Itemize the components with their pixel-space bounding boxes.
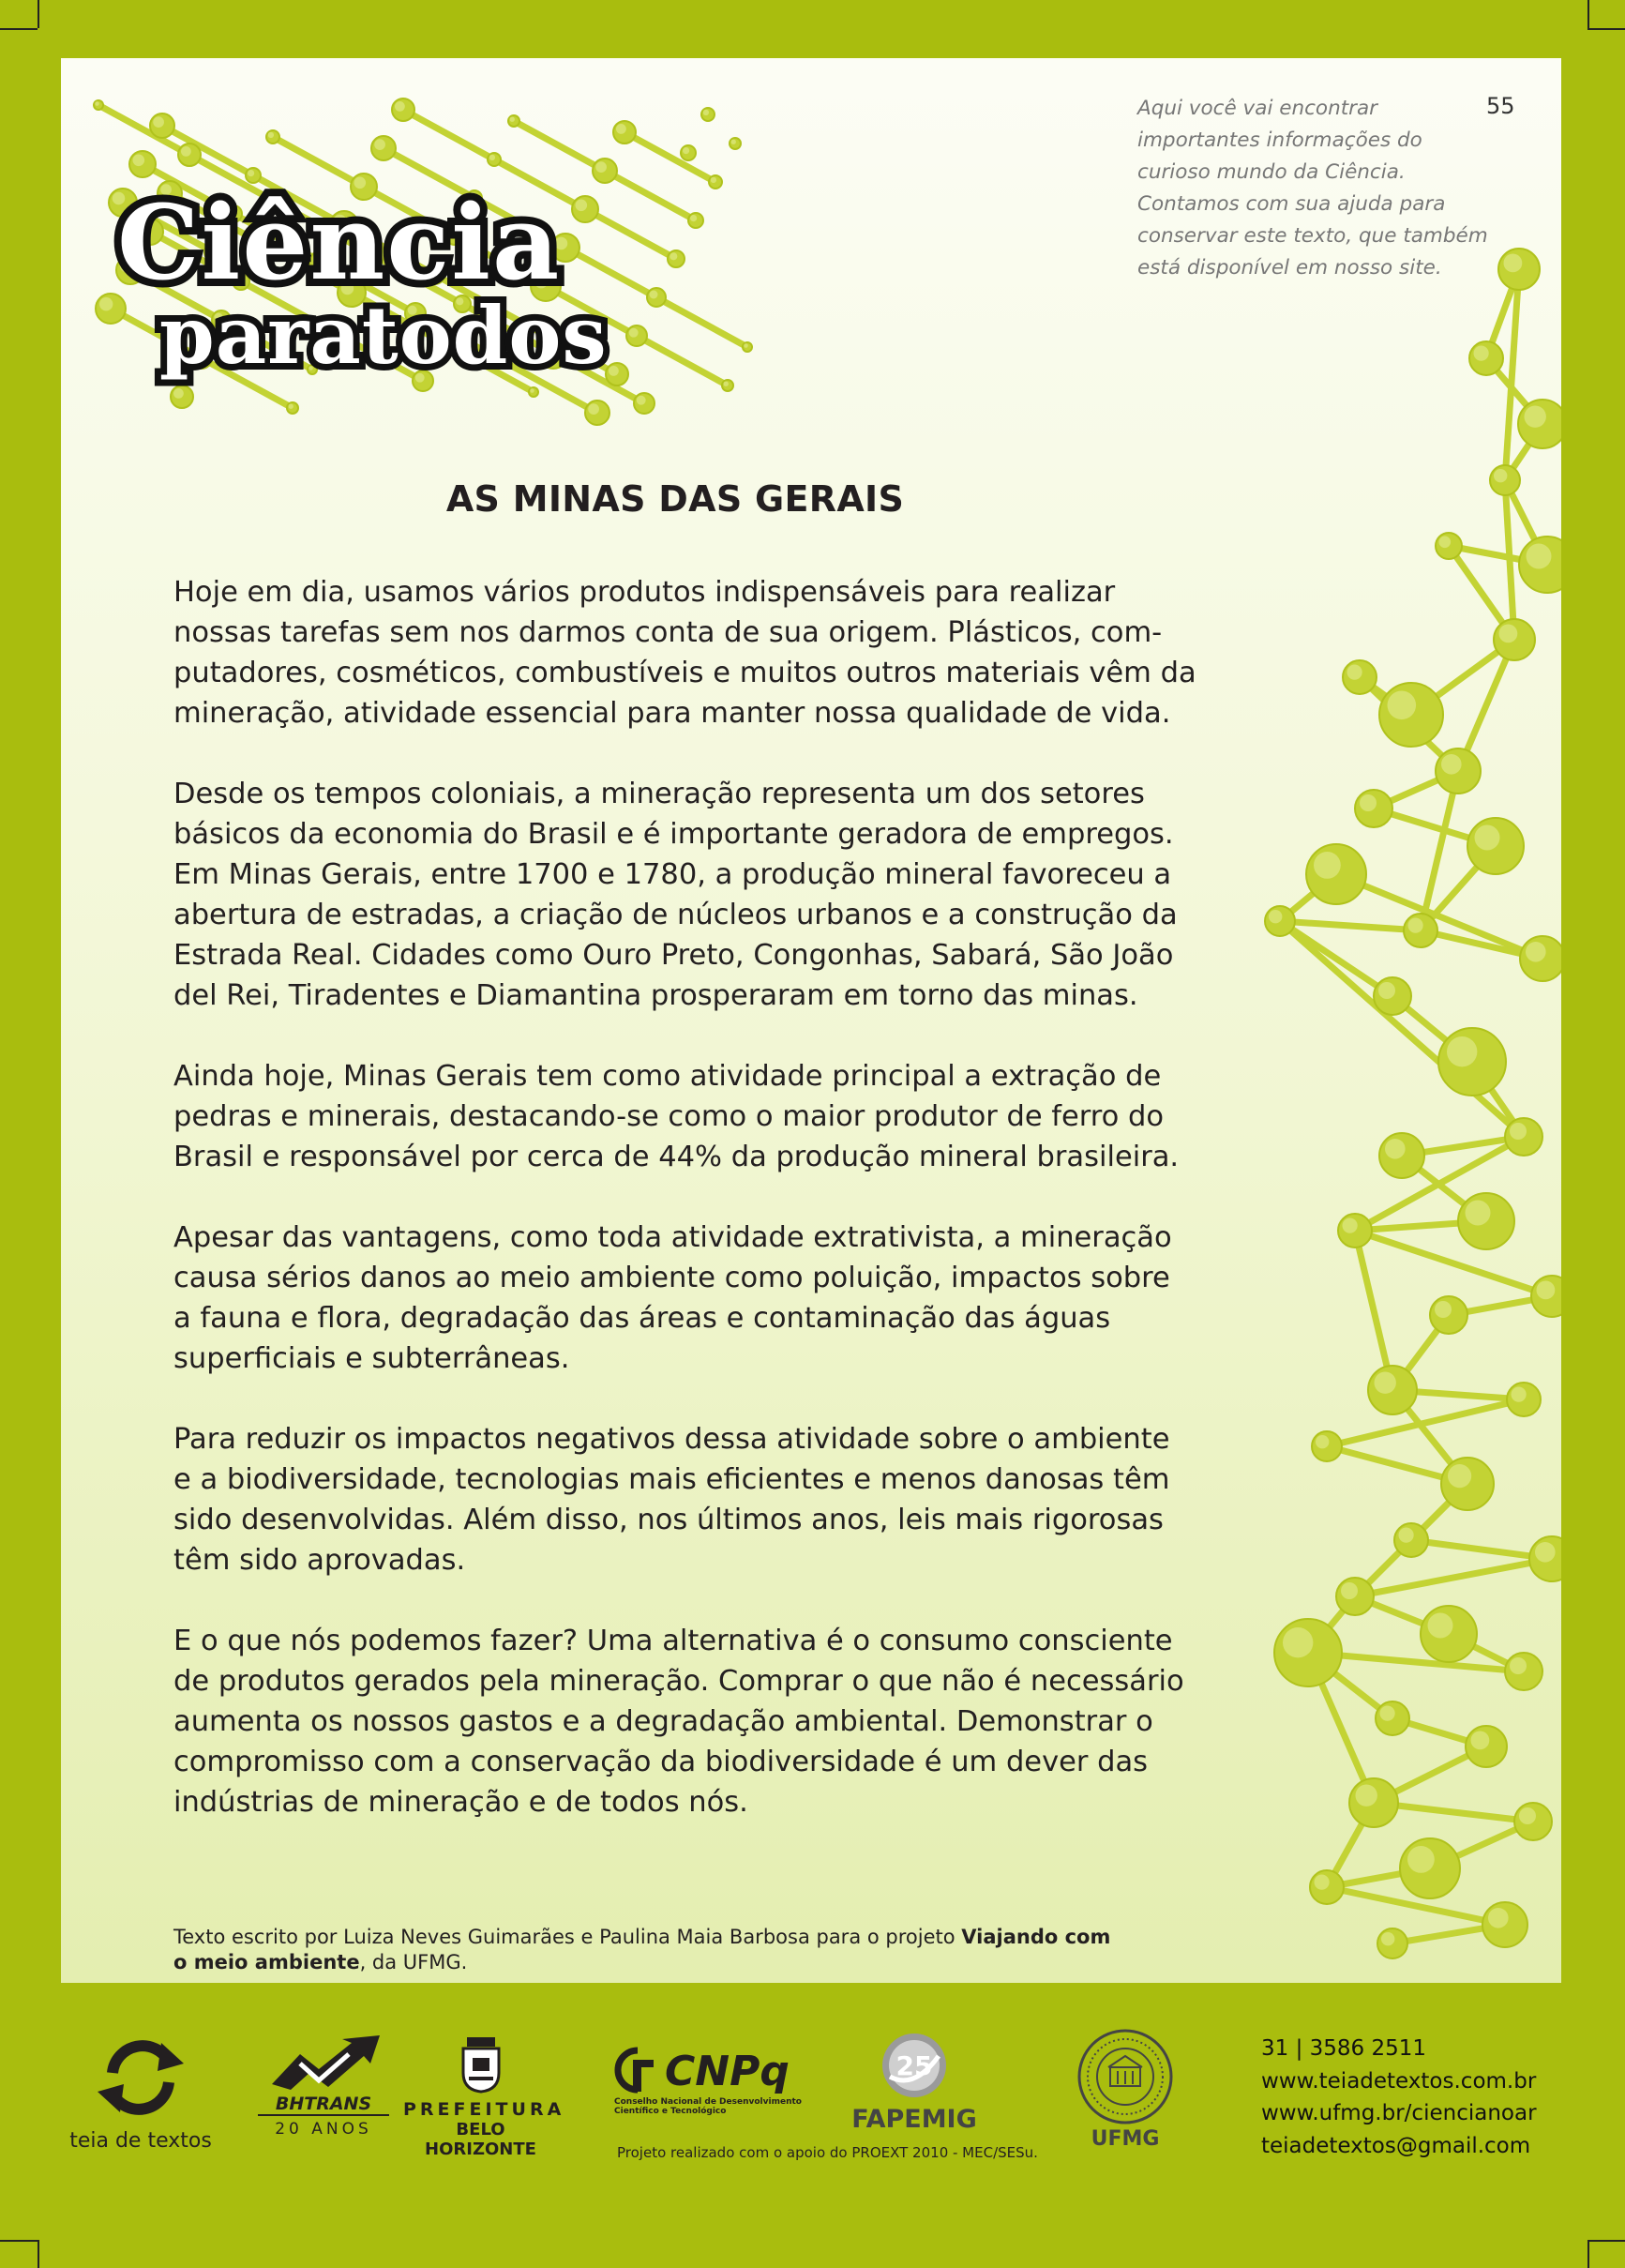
- molecule-highlight: [1499, 625, 1518, 643]
- molecule-bond: [637, 336, 728, 386]
- molecule-highlight: [95, 101, 99, 106]
- molecule-highlight: [1283, 1627, 1313, 1657]
- cnpq-name: CNPq: [665, 2047, 790, 2095]
- crop-mark: [1587, 0, 1589, 28]
- page-number: 55: [1486, 93, 1515, 119]
- molecule-highlight: [588, 403, 599, 415]
- paragraph: Para reduzir os impactos negativos dessa atividade sobre o ambiente e a biodiversidade, tecnologias mais eficientes e menos danosas têm sido desenvolvidas. Além disso, nos últimos anos, leis mais rigorosas têm sido aprovadas.: [173, 1423, 1170, 1577]
- molecule-bond: [1327, 1399, 1524, 1446]
- crop-mark: [0, 2240, 38, 2242]
- molecule-highlight: [1537, 1281, 1556, 1300]
- molecule-highlight: [1407, 1846, 1435, 1873]
- molecule-highlight: [1441, 754, 1462, 775]
- crop-mark: [1587, 2240, 1589, 2268]
- molecule-highlight: [595, 161, 607, 173]
- paragraph: Apesar das vantagens, como toda atividade extrativista, a mineração causa sérios danos ao meio ambiente como poluição, impactos sobre a fauna e flora, degradação das áreas e contaminação das águas superficiais e subterrâneas.: [173, 1221, 1172, 1375]
- molecule-highlight: [99, 297, 113, 310]
- molecule-highlight: [670, 252, 677, 260]
- molecule-highlight: [248, 170, 254, 176]
- molecule-highlight: [1526, 942, 1546, 962]
- molecule-highlight: [1381, 1932, 1394, 1945]
- molecule-highlight: [1525, 406, 1546, 428]
- molecule-highlight: [1347, 665, 1362, 680]
- paragraph: Desde os tempos coloniais, a mineração representa um dos setores básicos da economia do Brasil e é importante geradora de empregos. Em Minas Gerais, entre 1700 e 1780, a produção mineral favoreceu a abertura de estradas, a criação de núcleos urbanos e a construção da Estrada Real. Cidades como Ouro Preto, Congonhas, Sabará, São João del Rei, Tiradentes e Diamantina prosperaram em torno das minas.: [173, 778, 1178, 1012]
- molecule-highlight: [1475, 825, 1500, 851]
- contact-site-2[interactable]: www.ufmg.br/ciencianoar: [1261, 2101, 1537, 2125]
- molecule-highlight: [1428, 1613, 1453, 1639]
- cnpq-logo: [614, 2047, 802, 2116]
- molecule-highlight: [153, 116, 164, 128]
- molecule-highlight: [731, 140, 736, 144]
- molecule-highlight: [724, 382, 729, 386]
- molecule-highlight: [1439, 537, 1452, 549]
- molecule-highlight: [1510, 1123, 1527, 1140]
- molecule-highlight: [576, 200, 588, 212]
- ciencia-para-todos-logo: [89, 86, 783, 443]
- molecule-highlight: [1341, 1582, 1358, 1599]
- paragraph: Hoje em dia, usamos vários produtos indispensáveis para realizar nossas tarefas sem nos darmos conta de sua origem. Plásticos, com- putadores, cosméticos, combustíveis e muitos outros materiais vêm da mineração, atividade essencial para manter nossa qualidade de vida.: [173, 576, 1196, 730]
- logo-line-2: paratodos: [159, 289, 608, 382]
- credit-suffix: , da UFMG.: [359, 1951, 468, 1973]
- logo-line-1: Ciência: [117, 182, 562, 303]
- molecule-bond: [605, 171, 696, 220]
- molecule-highlight: [1399, 1528, 1414, 1543]
- cnpq-symbol-icon: [614, 2047, 661, 2095]
- molecule-highlight: [1448, 1464, 1471, 1488]
- molecule-highlight: [1527, 544, 1552, 569]
- contact-email[interactable]: teiadetextos@gmail.com: [1261, 2133, 1531, 2158]
- molecule-highlight: [1494, 469, 1507, 482]
- molecule-highlight: [1535, 1542, 1556, 1563]
- molecule-bond: [1280, 921, 1524, 1137]
- molecule-highlight: [1408, 918, 1423, 933]
- bhtrans-arrows-icon: [263, 2035, 384, 2094]
- molecule-highlight: [374, 139, 385, 150]
- cnpq-sub-2: Científico e Tecnológico: [614, 2107, 727, 2116]
- molecule-highlight: [489, 155, 495, 160]
- molecule-highlight: [1385, 1139, 1406, 1159]
- molecule-highlight: [268, 132, 274, 138]
- teia-de-textos-logo: [66, 2035, 216, 2153]
- molecule-highlight: [1315, 1875, 1330, 1890]
- molecule-bond: [585, 209, 676, 259]
- support-text: Projeto realizado com o apoio do PROEXT 2010 - MEC/SESu.: [617, 2144, 1038, 2161]
- molecule-highlight: [133, 155, 145, 167]
- molecule-highlight: [609, 366, 619, 376]
- molecule-highlight: [530, 388, 534, 393]
- coat-of-arms-icon: [459, 2035, 503, 2094]
- credit-prefix: Texto escrito por Luiza Neves Guimarães e Paulina Maia Barbosa para o projeto: [173, 1926, 962, 1948]
- content-panel: [61, 58, 1561, 1983]
- molecule-highlight: [1466, 1201, 1491, 1226]
- molecule-highlight: [1474, 346, 1489, 361]
- article-title: AS MINAS DAS GERAIS: [445, 478, 905, 520]
- molecule-highlight: [690, 215, 697, 221]
- molecule-highlight: [289, 404, 293, 409]
- molecule-bond: [624, 132, 715, 182]
- molecule-highlight: [1435, 1301, 1452, 1318]
- paragraph: Ainda hoje, Minas Gerais tem como atividade principal a extração de pedras e minerais, destacando-se como o maior produtor de ferro do Brasil e responsável por cerca de 44% da produção mineral brasileira.: [173, 1060, 1180, 1173]
- molecule-highlight: [395, 101, 405, 112]
- molecule-bond: [514, 121, 605, 171]
- molecule-highlight: [510, 117, 515, 122]
- contact-site-1[interactable]: www.teiadetextos.com.br: [1261, 2068, 1537, 2094]
- fapemig-logo: [844, 2028, 985, 2134]
- molecule-highlight: [1504, 254, 1523, 273]
- molecule-highlight: [181, 146, 191, 157]
- recycle-arrows-icon: [94, 2035, 188, 2120]
- molecule-highlight: [1360, 794, 1377, 811]
- molecule-highlight: [1512, 1387, 1527, 1402]
- bhtrans-sub: 20 ANOS: [275, 2120, 372, 2139]
- molecule-highlight: [650, 291, 658, 299]
- article-body: [173, 572, 1280, 1863]
- molecule-highlight: [1378, 982, 1395, 999]
- molecule-highlight: [637, 396, 646, 405]
- molecule-bond: [273, 137, 364, 187]
- fapemig-number: 25: [895, 2050, 933, 2081]
- molecule-highlight: [629, 328, 639, 338]
- ufmg-logo: [1069, 2028, 1181, 2151]
- contact-phone: 31 | 3586 2511: [1261, 2036, 1427, 2061]
- crop-mark: [0, 28, 38, 30]
- crop-mark: [38, 0, 39, 28]
- molecule-highlight: [1380, 1706, 1395, 1721]
- molecule-bond: [1336, 874, 1542, 959]
- prefeitura-line-2: BELO HORIZONTE: [425, 2120, 536, 2159]
- crop-mark: [38, 2240, 39, 2268]
- crop-mark: [1587, 2240, 1625, 2242]
- molecule-highlight: [1388, 691, 1417, 720]
- ufmg-name: UFMG: [1091, 2127, 1160, 2151]
- molecule-highlight: [711, 177, 716, 183]
- molecule-bond: [403, 110, 494, 159]
- paragraph: E o que nós podemos fazer? Uma alternativa é o consumo consciente de produtos gerados pela mineração. Comprar o que não é necessário aumenta os nossos gastos e a degradação ambiental. Demonstrar o compromisso com a conservação da biodiversidade é um dever das indústrias de mineração e de todos nós.: [173, 1625, 1184, 1819]
- molecule-highlight: [1510, 1657, 1527, 1674]
- molecule-highlight: [616, 124, 626, 134]
- molecule-highlight: [1488, 1908, 1509, 1928]
- author-credit: [173, 1925, 1252, 1975]
- molecule-highlight: [1356, 1785, 1377, 1807]
- teia-label: teia de textos: [69, 2129, 212, 2153]
- prefeitura-line-1: PREFEITURA: [403, 2099, 565, 2120]
- molecule-highlight: [173, 388, 184, 399]
- molecule-bond: [1355, 1231, 1552, 1296]
- cnpq-sub-1: Conselho Nacional de Desenvolvimento: [614, 2097, 802, 2107]
- ufmg-seal-icon: [1076, 2028, 1174, 2125]
- molecule-highlight: [1519, 1807, 1536, 1824]
- fapemig-25-badge-icon: [877, 2028, 952, 2103]
- molecule-highlight: [1314, 852, 1341, 879]
- molecule-highlight: [1375, 1372, 1396, 1394]
- credit-project: Viajando com o meio ambiente: [173, 1926, 1111, 1973]
- molecule-bond: [1280, 921, 1421, 930]
- bhtrans-name: BHTRANS: [258, 2094, 389, 2116]
- intro-text: Aqui você vai encontrar importantes informações do curioso mundo da Ciência. Contamos com sua ajuda para conservar este texto, que também está disponível em nosso site.: [1137, 97, 1488, 280]
- crop-mark: [1587, 28, 1625, 30]
- bhtrans-logo: [258, 2035, 389, 2139]
- molecule-highlight: [1471, 1731, 1490, 1750]
- prefeitura-logo: [403, 2035, 565, 2159]
- contact-info: [1261, 2033, 1537, 2162]
- molecule-highlight: [1343, 1218, 1358, 1233]
- molecule-highlight: [703, 110, 709, 115]
- molecule-highlight: [683, 147, 689, 154]
- molecule-highlight: [1316, 1435, 1329, 1448]
- molecule-highlight: [1447, 1036, 1477, 1066]
- fapemig-name: FAPEMIG: [851, 2105, 977, 2134]
- molecule-highlight: [744, 343, 748, 348]
- molecule-bond: [656, 297, 747, 347]
